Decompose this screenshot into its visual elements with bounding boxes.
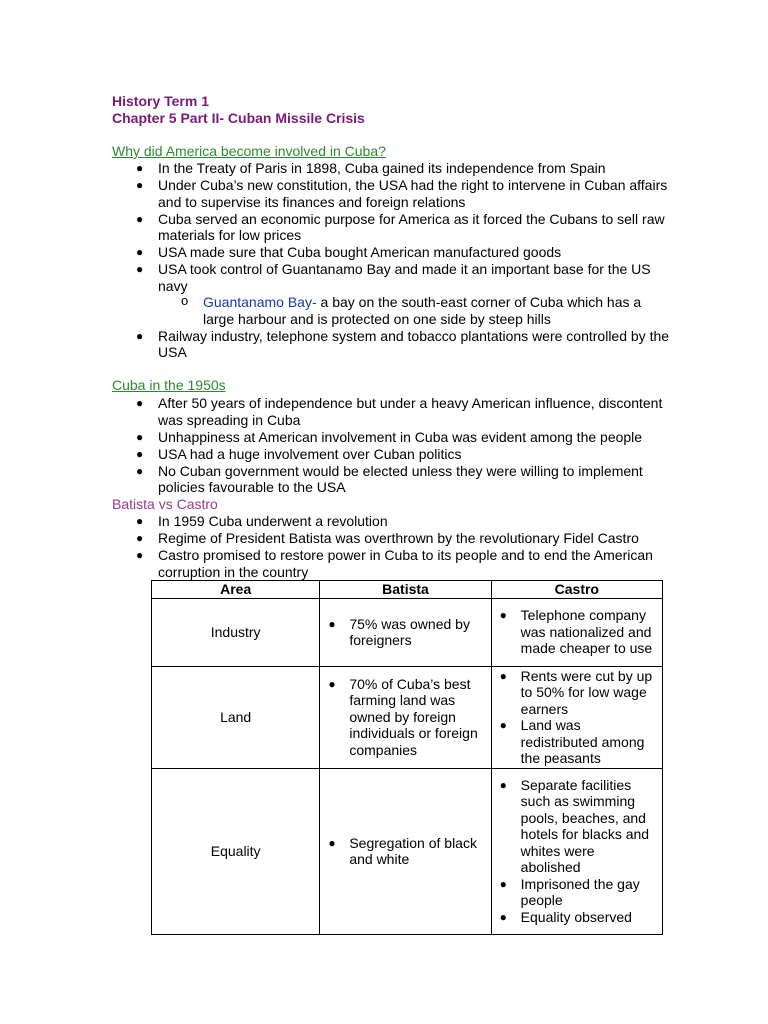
bullet-icon: ● [136, 531, 144, 545]
list-item: ● No Cuban government would be elected unless they were willing to implement policies favourable to the USA [136, 462, 643, 495]
bullet-icon: ● [136, 178, 144, 192]
sub-list [158, 294, 672, 327]
bullet-icon: ● [328, 835, 336, 850]
list-item: ● In the Treaty of Paris in 1898, Cuba gained its independence from Spain [136, 160, 606, 176]
guantanamo-term: Guantanamo Bay- [203, 294, 317, 310]
list-item: ● Rents were cut by up to 50% for low wage earners [499, 667, 653, 717]
bullet-icon: ● [328, 616, 336, 631]
list-item: ● After 50 years of independence but under a heavy American influence, discontent was spreading in Cuba [136, 395, 663, 428]
table-cell-castro [491, 666, 662, 768]
list-item: ● USA made sure that Cuba bought American manufactured goods [136, 244, 562, 260]
table-cell-batista [320, 666, 491, 768]
bullet-icon: ● [136, 328, 144, 343]
bullet-icon: ● [136, 262, 144, 276]
list-item: ● Regime of President Batista was overthrown by the revolutionary Fidel Castro [136, 530, 639, 546]
list-item: ● Segregation of black and white [328, 834, 477, 867]
section-heading-cuba-1950s: Cuba in the 1950s [112, 377, 226, 393]
comparison-table [151, 580, 663, 935]
list-item: ● In 1959 Cuba underwent a revolution [136, 513, 388, 529]
section1-bullet-list [112, 160, 672, 361]
table-row [152, 666, 663, 768]
list-item: ● Unhappiness at American involvement in Cuba was evident among the people [136, 428, 643, 445]
doc-title-term: History Term 1 [112, 93, 209, 109]
list-item: ● Castro promised to restore power in Cuba to its people and to end the American corruption in the country [136, 547, 653, 580]
bullet-icon: ● [136, 161, 144, 175]
section2-bullet-list [112, 395, 672, 496]
table-cell-area: Industry [152, 598, 320, 666]
section3-bullet-list [112, 513, 672, 581]
doc-title-chapter: Chapter 5 Part II- Cuban Missile Crisis [112, 110, 365, 126]
bullet-icon: ● [499, 909, 507, 924]
list-item: ● Telephone company was nationalized and made cheaper to use [499, 607, 653, 657]
bullet-icon: ● [499, 876, 507, 891]
bullet-icon: ● [499, 777, 507, 792]
circle-bullet-icon: o [181, 293, 189, 308]
bullet-icon: ● [499, 608, 507, 623]
table-header-row [152, 581, 663, 599]
bullet-icon: ● [499, 718, 507, 732]
list-item: ● 75% was owned by foreigners [328, 615, 470, 648]
list-item: ● 70% of Cuba’s best farming land was owned by foreign individuals or foreign companies [328, 675, 478, 758]
table-cell-batista [320, 598, 491, 666]
list-item: ● Cuba served an economic purpose for America as it forced the Cubans to sell raw materials for low prices [136, 210, 665, 243]
bullet-icon: ● [136, 245, 144, 259]
bullet-icon: ● [136, 548, 144, 562]
bullet-icon: ● [136, 446, 144, 461]
table-header-castro: Castro [491, 581, 662, 599]
list-item: ● Separate facilities such as swimming pools, beaches, and hotels for blacks and whites were abolished [499, 776, 650, 876]
list-item: ● USA took control of Guantanamo Bay and made it an important base for the US navy o Guantanamo Bay- a bay on the south-east corner of Cuba which has a large harbour and is protected on one side by steep hills [112, 261, 672, 327]
table-row [152, 598, 663, 666]
sub-list-item: o Guantanamo Bay- a bay on the south-east corner of Cuba which has a large harbour and is protected on one side by steep hills [181, 293, 642, 327]
list-item: ● Railway industry, telephone system and tobacco plantations were controlled by the USA [136, 327, 670, 360]
list-item: ● USA had a huge involvement over Cuban politics [136, 445, 462, 462]
table-cell-batista [320, 768, 491, 934]
table-cell-area: Equality [152, 768, 320, 934]
bullet-icon: ● [136, 396, 144, 410]
table-cell-castro [491, 598, 662, 666]
bullet-icon: ● [328, 676, 336, 691]
bullet-icon: ● [136, 211, 144, 226]
bullet-icon: ● [136, 514, 144, 528]
section-heading-why-america: Why did America become involved in Cuba? [112, 143, 386, 159]
table-header-area: Area [152, 581, 320, 599]
bullet-icon: ● [136, 429, 144, 444]
list-item: ● Under Cuba’s new constitution, the USA had the right to intervene in Cuban affairs and to supervise its finances and foreign relations [136, 177, 668, 210]
list-item: ● Land was redistributed among the peasants [499, 717, 645, 766]
table-cell-area: Land [152, 666, 320, 768]
list-item: ● Imprisoned the gay people [499, 875, 640, 909]
bullet-icon: ● [499, 668, 507, 683]
table-row [152, 768, 663, 934]
list-item: ● Equality observed [499, 908, 632, 925]
bullet-icon: ● [136, 463, 144, 478]
section-heading-batista-vs-castro: Batista vs Castro [112, 496, 218, 512]
table-cell-castro [491, 768, 662, 934]
table-header-batista: Batista [320, 581, 491, 599]
